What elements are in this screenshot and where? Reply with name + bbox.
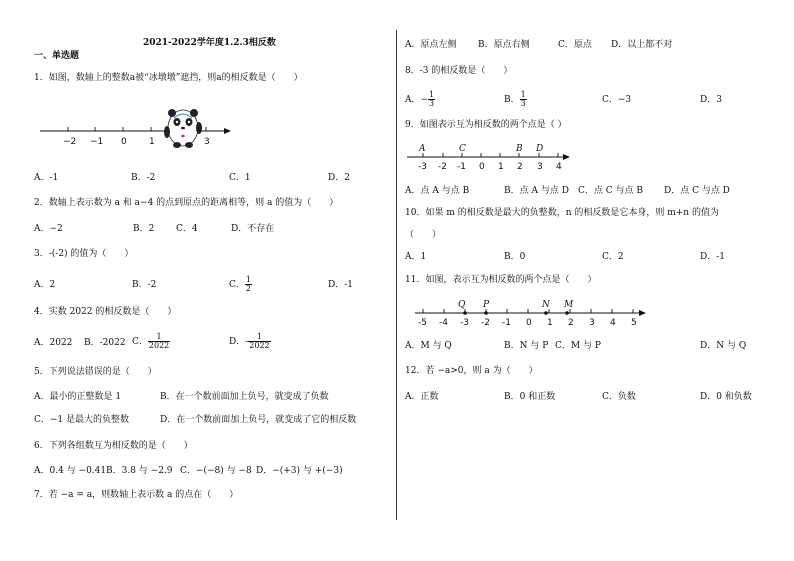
point-label: M: [564, 300, 574, 310]
tick-label: 2: [517, 162, 523, 172]
q8-option-b: B． $\frac{1}{3}$: [504, 90, 526, 108]
question-1-stem: 1．如图，数轴上的整数a被“冰墩墩”遮挡，则a的相反数是（ ）: [34, 73, 303, 83]
q4-option-c: C． $\frac{1}{2022}$: [132, 332, 170, 350]
q3-option-a: A．2: [34, 280, 56, 290]
tick-label: 2: [568, 318, 574, 328]
question-8-stem: 8．-3 的相反数是（ ）: [405, 66, 513, 76]
q6-option-d: D．−(+3) 与 +(−3): [256, 466, 343, 476]
q1-option-d: D．2: [328, 173, 350, 183]
question-12-stem: 12．若 −a>0，则 a 为（ ）: [405, 366, 538, 376]
q3-c-denominator: 2: [245, 284, 251, 293]
q9-option-a: A．点 A 与点 B: [405, 186, 470, 196]
q3-option-b: B．-2: [132, 280, 157, 290]
tick-label: -5: [418, 318, 427, 328]
question-2-stem: 2．数轴上表示数为 a 和 a−4 的点到原点的距离相等，则 a 的值为（ ）: [34, 198, 339, 208]
q9-option-c: C．点 C 与点 B: [578, 186, 643, 196]
q8-a-numerator: 1: [429, 90, 435, 99]
q6-option-c: C．−(−8) 与 −8: [180, 466, 252, 476]
q10-option-b: B．0: [504, 252, 526, 262]
q2-option-a: A．−2: [34, 224, 63, 234]
tick-label: -2: [481, 318, 490, 328]
tick-label: 5: [631, 318, 637, 328]
tick-label: −1: [90, 137, 104, 147]
q5-option-d: D．在一个数前面加上负号，就变成了它的相反数: [160, 415, 357, 425]
q8-b-denominator: 3: [520, 99, 526, 108]
q4-d-numerator: 1: [248, 333, 270, 342]
q5-option-a: A．最小的正整数是 1: [34, 392, 122, 402]
q11-option-a: A．M 与 Q: [405, 341, 452, 351]
q6-option-a: A．0.4 与 −0.41: [34, 466, 107, 476]
point-label: C: [459, 144, 466, 154]
q4-option-a: A．2022: [34, 338, 73, 348]
point-label: A: [419, 144, 426, 154]
q3-option-d: D．-1: [328, 280, 353, 290]
q7-option-b: B．原点右侧: [478, 40, 530, 50]
q11-number-line: [405, 296, 655, 330]
q8-option-c: C．−3: [602, 95, 632, 105]
q9-number-line: [405, 140, 575, 174]
tick-label: 1: [498, 162, 504, 172]
tick-label: 1: [149, 137, 155, 147]
question-3-stem: 3．-(-2) 的值为（ ）: [34, 249, 134, 259]
q1-option-a: A．-1: [34, 173, 59, 183]
tick-label: 1: [547, 318, 553, 328]
q12-option-c: C．负数: [602, 392, 636, 402]
q2-option-d: D．不存在: [231, 224, 275, 234]
q8-b-numerator: 1: [520, 90, 526, 99]
question-6-stem: 6．下列各组数互为相反数的是（ ）: [34, 441, 193, 451]
q12-option-b: B．0 和正数: [504, 392, 556, 402]
q8-option-d: D．3: [700, 95, 722, 105]
q2-option-b: B．2: [133, 224, 155, 234]
q8-option-a: A．− $\frac{1}{3}$: [405, 90, 435, 108]
bing-dwen-dwen-image: [164, 109, 202, 148]
q5-option-b: B．在一个数前面加上负号，就变成了负数: [160, 392, 329, 402]
tick-label: 0: [479, 162, 485, 172]
q10-option-a: A．1: [405, 252, 427, 262]
tick-label: 0: [121, 137, 127, 147]
tick-label: 0: [526, 318, 532, 328]
point-label: N: [542, 300, 550, 310]
q6-option-b: B．3.8 与 −2.9: [106, 466, 173, 476]
q5-option-c: C．−1 是最大的负整数: [34, 415, 130, 425]
q10-option-c: C．2: [602, 252, 624, 262]
q11-option-d: D．N 与 Q: [700, 341, 747, 351]
q4-c-denominator: 2022: [148, 341, 170, 350]
tick-label: −2: [63, 137, 77, 147]
column-divider: [396, 30, 397, 520]
section-heading: 一、单选题: [34, 51, 80, 61]
q9-option-d: D．点 C 与点 D: [664, 186, 730, 196]
q1-option-c: C．1: [229, 173, 251, 183]
question-11-stem: 11．如图，表示互为相反数的两个点是（ ）: [405, 275, 597, 285]
q1-option-b: B．-2: [131, 173, 156, 183]
q9-option-b: B．点 A 与点 D: [504, 186, 569, 196]
q7-option-c: C．原点: [558, 40, 592, 50]
tick-label: -1: [502, 318, 511, 328]
q11-option-b: B．N 与 P: [504, 341, 549, 351]
question-9-stem: 9．如图表示互为相反数的两个点是（ ）: [405, 120, 567, 130]
q7-option-d: D．以上都不对: [611, 40, 673, 50]
q4-d-denominator: 2022: [249, 341, 270, 350]
tick-label: -3: [418, 162, 427, 172]
question-7-stem: 7．若 −a = a，则数轴上表示数 a 的点在（ ）: [34, 490, 239, 500]
page-title: 2021-2022学年度1.2.3相反数: [143, 38, 276, 48]
tick-label: -1: [457, 162, 466, 172]
tick-label: 3: [537, 162, 543, 172]
q7-option-a: A．原点左侧: [405, 40, 457, 50]
point-label: D: [536, 144, 544, 154]
q10-option-d: D．-1: [700, 252, 725, 262]
tick-label: 3: [589, 318, 595, 328]
tick-label: 4: [610, 318, 616, 328]
tick-label: -2: [438, 162, 447, 172]
q4-option-b: B．-2022: [84, 338, 126, 348]
point-label: B: [516, 144, 523, 154]
tick-label: 4: [556, 162, 562, 172]
tick-label: -3: [460, 318, 469, 328]
question-4-stem: 4．实数 2022 的相反数是（ ）: [34, 307, 177, 317]
point-label: P: [483, 300, 490, 310]
question-5-stem: 5．下列说法错误的是（ ）: [34, 367, 157, 377]
q3-option-c: C． $\frac{1}{2}$: [229, 275, 251, 293]
question-10-stem-cont: （ ）: [405, 230, 442, 240]
tick-label: 3: [204, 137, 210, 147]
q4-c-numerator: 1: [148, 333, 170, 342]
q11-option-c: C．M 与 P: [555, 341, 601, 351]
q1-number-line: [36, 106, 236, 146]
question-10-stem: 10．如果 m 的相反数是最大的负整数，n 的相反数是它本身，则 m+n 的值为: [405, 208, 719, 218]
q2-option-c: C．4: [176, 224, 198, 234]
q12-option-a: A．正数: [405, 392, 439, 402]
point-label: Q: [458, 300, 466, 310]
tick-label: -4: [439, 318, 448, 328]
q3-c-numerator: 1: [245, 275, 251, 284]
q4-option-d: D．- $\frac{1}{2022}$: [229, 332, 270, 350]
q8-a-denominator: 3: [429, 99, 435, 108]
q12-option-d: D．0 和负数: [700, 392, 752, 402]
